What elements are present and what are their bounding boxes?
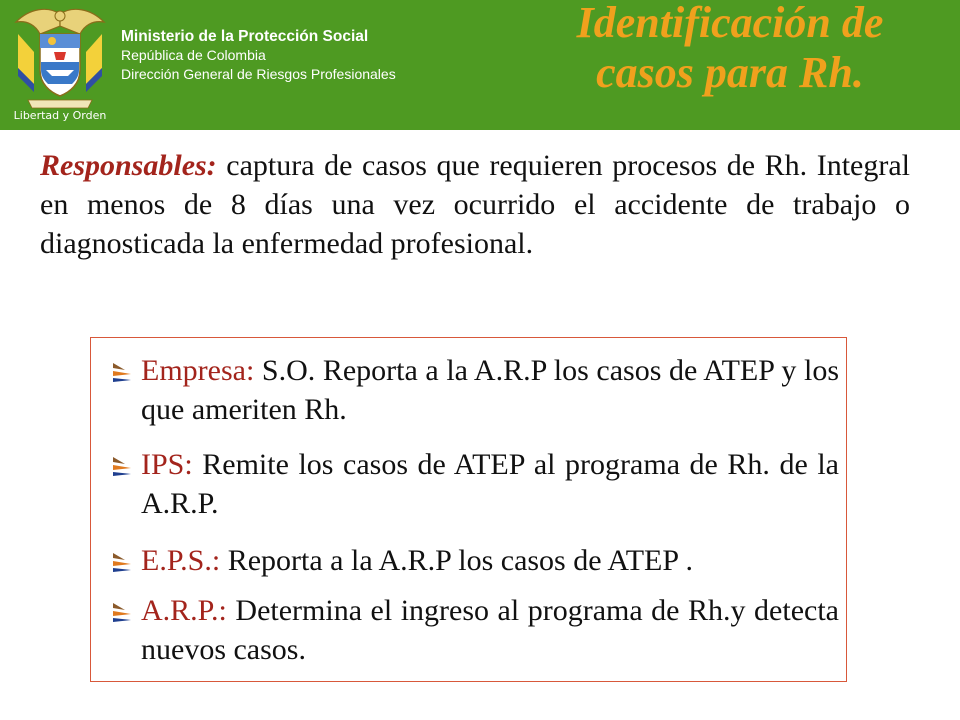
directorate-name: Dirección General de Riesgos Profesionales [121,66,396,82]
responsibles-paragraph [40,146,910,263]
header-banner [0,0,960,130]
list-item-text [141,541,839,580]
item-key: IPS: [141,448,193,481]
responsibles-label: Responsables: [40,149,217,182]
bullet-icon [111,455,133,477]
item-key: E.P.S.: [141,544,221,577]
motto-text: Libertad y Orden [13,109,107,122]
list-item-text [141,591,839,669]
title-line-1: Identificación de [576,0,884,47]
actors-panel [90,337,847,682]
republic-name: República de Colombia [121,47,266,63]
item-key: A.R.P.: [141,594,227,627]
bullet-icon [111,361,133,383]
list-item-text [141,351,839,429]
item-description: Reporta a la A.R.P los casos de ATEP . [220,544,693,577]
ministry-name: Ministerio de la Protección Social [121,28,369,45]
list-item-text [141,445,839,523]
coat-of-arms-icon [10,4,110,122]
bullet-icon [111,551,133,573]
ministry-block [121,27,396,84]
item-description: Remite los casos de ATEP al programa de Rh. de la A.R.P. [141,448,839,520]
item-key: Empresa: [141,354,255,387]
list-item-arp [111,591,839,669]
page-title [480,0,960,98]
list-item-ips [111,445,839,523]
title-line-2: casos para Rh. [596,48,864,97]
bullet-icon [111,601,133,623]
list-item-empresa [111,351,839,429]
list-item-eps [111,541,839,580]
item-description: S.O. Reporta a la A.R.P los casos de ATEP y los que ameriten Rh. [141,354,839,426]
item-description: Determina el ingreso al programa de Rh.y detecta nuevos casos. [141,594,839,666]
responsibles-text: captura de casos que requieren procesos de Rh. Integral en menos de 8 días una vez ocurrido el accidente de trabajo o diagnosticada la enfermedad profesional. [40,149,910,260]
